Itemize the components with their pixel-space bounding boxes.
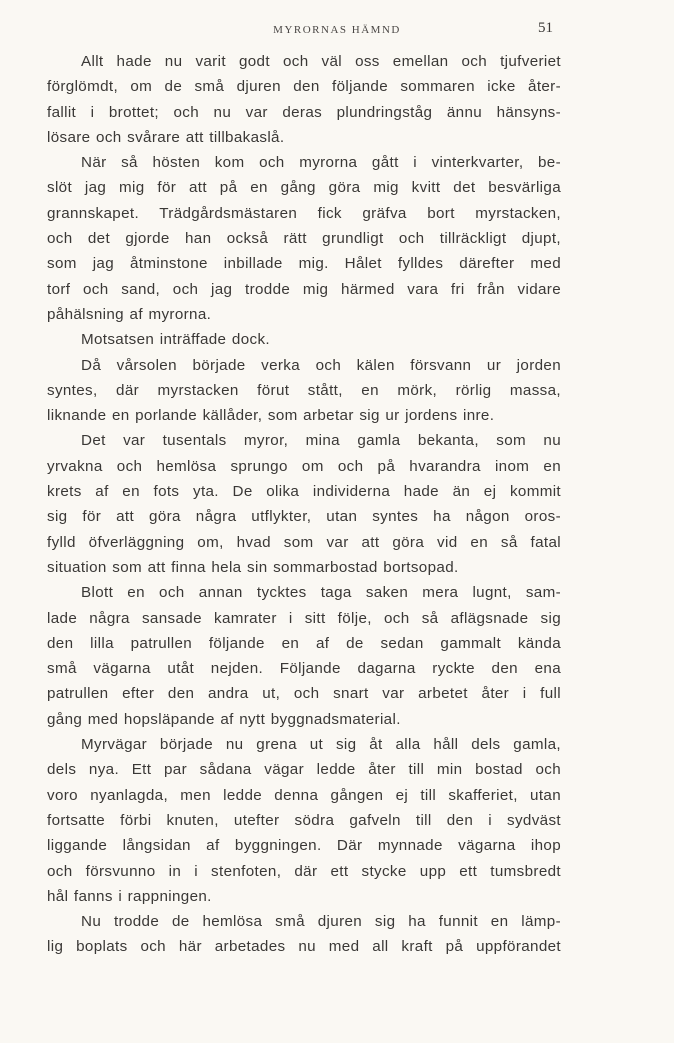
text-line: små vägarna utåt nejden. Följande dagarna ryckte den ena <box>47 660 561 678</box>
text-line: och försvunno in i stenfoten, där ett stycke upp ett tumsbredt <box>47 862 561 880</box>
text-line: påhälsning af myrorna. <box>47 305 212 323</box>
text-line: fylld öfverläggning om, hvad som var att göra vid en så fatal <box>47 533 561 551</box>
text-line: yrvakna och hemlösa sprungo om och på hvarandra inom en <box>47 457 561 475</box>
text-line: lig boplats och här arbetades nu med all kraft på uppförandet <box>47 938 561 956</box>
text-line: liknande en porlande källåder, som arbetar sig ur jordens inre. <box>47 407 495 425</box>
text-line: torf och sand, och jag trodde mig härmed vara fri från vidare <box>47 280 561 298</box>
running-title: MYRORNAS HÄMND <box>273 24 401 36</box>
running-head <box>0 20 674 40</box>
text-line: syntes, där myrstacken förut stått, en mörk, rörlig massa, <box>47 381 561 399</box>
text-line: lade några sansade kamrater i sitt följe, och så aflägsnade sig <box>47 609 561 627</box>
text-line: När så hösten kom och myrorna gått i vinterkvarter, be- <box>81 154 561 172</box>
text-line: Motsatsen inträffade dock. <box>81 331 270 349</box>
body-text <box>47 49 561 960</box>
text-line: situation som att finna hela sin sommarbostad bortsopad. <box>47 558 459 576</box>
text-line: sig för att göra några utflykter, utan syntes ha någon oros- <box>47 508 561 526</box>
text-line: Myrvägar började nu grena ut sig åt alla håll dels gamla, <box>81 736 561 754</box>
text-line: som jag åtminstone inbillade mig. Hålet fylldes därefter med <box>47 255 561 273</box>
text-line: fortsatte förbi knuten, utefter södra gafveln till den i sydväst <box>47 811 561 829</box>
text-line: förglömdt, om de små djuren den följande sommaren icke åter- <box>47 78 561 96</box>
text-line: dels nya. Ett par sådana vägar ledde åter till min bostad och <box>47 761 561 779</box>
text-line: fallit i brottet; och nu var deras plundringståg ännu hänsyns- <box>47 103 561 121</box>
text-line: hål fanns i rappningen. <box>47 887 212 905</box>
text-line: liggande långsidan af byggningen. Där mynnade vägarna ihop <box>47 837 561 855</box>
text-line: Det var tusentals myror, mina gamla bekanta, som nu <box>81 432 561 450</box>
text-line: Nu trodde de hemlösa små djuren sig ha funnit en lämp- <box>81 913 561 931</box>
text-line: patrullen efter den andra ut, och snart var arbetet åter i full <box>47 685 561 703</box>
text-line: voro nyanlagda, men ledde denna gången ej till skafferiet, utan <box>47 786 561 804</box>
text-line: den lilla patrullen följande en af de sedan gammalt kända <box>47 634 561 652</box>
text-line: och det gjorde han också rätt grundligt och tillräckligt djupt, <box>47 230 561 248</box>
text-line: slöt jag mig för att på en gång göra mig kvitt det besvärliga <box>47 179 561 197</box>
text-line: krets af en fots yta. De olika individerna hade än ej kommit <box>47 483 561 501</box>
page-number: 51 <box>538 20 553 36</box>
text-line: lösare och svårare att tillbakaslå. <box>47 128 285 146</box>
text-line: Blott en och annan tycktes taga saken mera lugnt, sam- <box>81 584 561 602</box>
text-line: grannskapet. Trädgårdsmästaren fick gräfva bort myrstacken, <box>47 204 561 222</box>
text-line: Allt hade nu varit godt och väl oss emellan och tjufveriet <box>81 53 561 70</box>
text-line: Då vårsolen började verka och kälen försvann ur jorden <box>81 356 561 374</box>
text-line: gång med hopsläpande af nytt byggnadsmaterial. <box>47 710 401 728</box>
